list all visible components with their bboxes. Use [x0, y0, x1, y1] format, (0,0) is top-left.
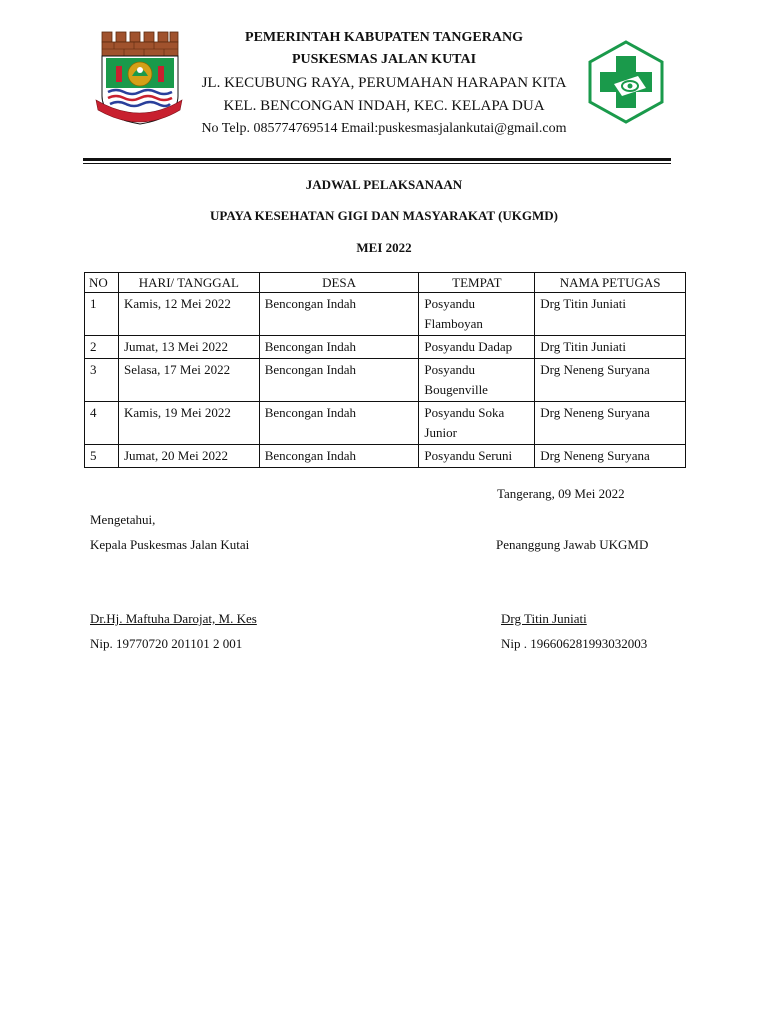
header-divider-thick	[83, 158, 671, 161]
acknowledged-label: Mengetahui,	[90, 512, 156, 527]
cell-village: Bencongan Indah	[259, 445, 419, 468]
doc-title: JADWAL PELAKSANAAN	[305, 177, 463, 192]
cell-place: Posyandu Flamboyan	[419, 293, 535, 336]
cell-officer: Drg Neneng Suryana	[535, 402, 686, 445]
cell-officer: Drg Neneng Suryana	[535, 359, 686, 402]
cell-place: Posyandu Bougenville	[419, 359, 535, 402]
cell-no: 3	[85, 359, 119, 402]
cell-place: Posyandu Dadap	[419, 336, 535, 359]
cell-officer: Drg Neneng Suryana	[535, 445, 686, 468]
cell-no: 4	[85, 402, 119, 445]
header-government: PEMERINTAH KABUPATEN TANGERANG	[245, 30, 523, 45]
left-signer-nip: Nip. 19770720 201101 2 001	[90, 636, 243, 651]
cell-date: Kamis, 12 Mei 2022	[118, 293, 259, 336]
cell-village: Bencongan Indah	[259, 336, 419, 359]
cell-village: Bencongan Indah	[259, 402, 419, 445]
cell-no: 5	[85, 445, 119, 468]
col-header-no: NO	[85, 273, 119, 293]
doc-period: MEI 2022	[356, 240, 412, 255]
cell-village: Bencongan Indah	[259, 359, 419, 402]
table-row	[85, 402, 686, 445]
cell-officer: Drg Titin Juniati	[535, 293, 686, 336]
left-signer-name: Dr.Hj. Maftuha Darojat, M. Kes	[90, 611, 257, 626]
cell-village: Bencongan Indah	[259, 293, 419, 336]
cell-date: Jumat, 13 Mei 2022	[118, 336, 259, 359]
table-row	[85, 445, 686, 468]
right-signer-name: Drg Titin Juniati	[501, 611, 587, 626]
col-header-village: DESA	[259, 273, 419, 293]
header-puskesmas: PUSKESMAS JALAN KUTAI	[291, 52, 477, 67]
header-address: JL. KECUBUNG RAYA, PERUMAHAN HARAPAN KITA	[201, 75, 567, 91]
col-header-date: HARI/ TANGGAL	[118, 273, 259, 293]
place-date: Tangerang, 09 Mei 2022	[497, 486, 625, 501]
right-signer-role: Penanggung Jawab UKGMD	[496, 537, 649, 552]
col-header-place: TEMPAT	[419, 273, 535, 293]
right-signer-nip: Nip . 196606281993032003	[501, 636, 648, 651]
table-header-row	[85, 273, 686, 293]
cell-no: 2	[85, 336, 119, 359]
cell-officer: Drg Titin Juniati	[535, 336, 686, 359]
schedule-table	[84, 272, 686, 468]
header-district: KEL. BENCONGAN INDAH, KEC. KELAPA DUA	[223, 98, 545, 114]
col-header-officer: NAMA PETUGAS	[535, 273, 686, 293]
header-contact: No Telp. 085774769514 Email:puskesmasjalankutai@gmail.com	[201, 121, 567, 136]
header-divider-thin	[83, 163, 671, 164]
table-row	[85, 336, 686, 359]
cell-date: Kamis, 19 Mei 2022	[118, 402, 259, 445]
cell-place: Posyandu Soka Junior	[419, 402, 535, 445]
cell-date: Jumat, 20 Mei 2022	[118, 445, 259, 468]
table-row	[85, 359, 686, 402]
doc-subtitle: UPAYA KESEHATAN GIGI DAN MASYARAKAT (UKGMD)	[209, 208, 559, 223]
table-row	[85, 293, 686, 336]
left-signer-role: Kepala Puskesmas Jalan Kutai	[90, 537, 250, 552]
cell-place: Posyandu Seruni	[419, 445, 535, 468]
cell-no: 1	[85, 293, 119, 336]
cell-date: Selasa, 17 Mei 2022	[118, 359, 259, 402]
